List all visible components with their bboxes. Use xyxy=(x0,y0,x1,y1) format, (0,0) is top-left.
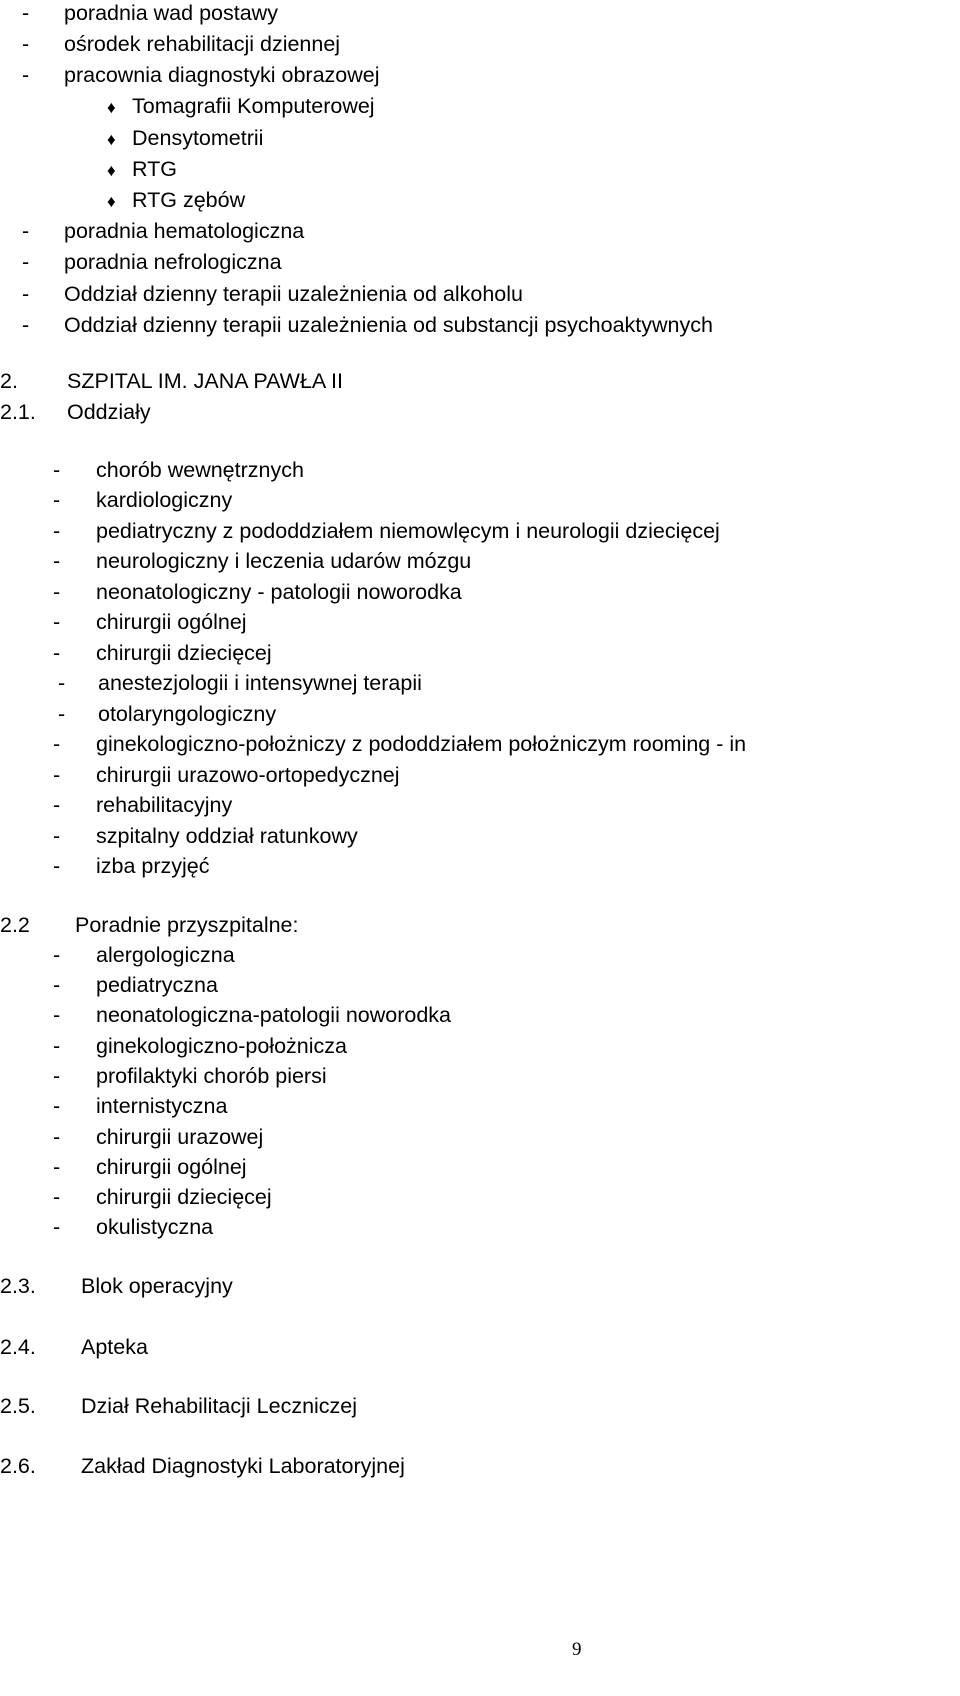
section-heading: Dział Rehabilitacji Leczniczej xyxy=(81,1394,358,1418)
list-bullet: - xyxy=(53,1034,61,1058)
list-bullet: - xyxy=(53,763,61,787)
sub-list-item: RTG zębów xyxy=(132,188,246,212)
list-item: kardiologiczny xyxy=(96,488,233,512)
list-item: neonatologiczna-patologii noworodka xyxy=(96,1003,452,1027)
list-bullet: - xyxy=(53,610,61,634)
list-item: profilaktyki chorób piersi xyxy=(96,1064,327,1088)
list-bullet: - xyxy=(22,63,30,87)
list-item: chirurgii ogólnej xyxy=(96,610,247,634)
list-bullet: - xyxy=(22,250,30,274)
list-bullet: - xyxy=(58,702,66,726)
list-bullet: - xyxy=(53,549,61,573)
list-bullet: - xyxy=(53,1064,61,1088)
list-item: poradnia nefrologiczna xyxy=(64,250,282,274)
list-item: poradnia hematologiczna xyxy=(64,219,305,243)
list-item: chorób wewnętrznych xyxy=(96,458,304,482)
section-heading: Zakład Diagnostyki Laboratoryjnej xyxy=(81,1454,405,1478)
list-item: ośrodek rehabilitacji dziennej xyxy=(64,32,341,56)
list-bullet: - xyxy=(22,32,30,56)
list-item: alergologiczna xyxy=(96,943,235,967)
section-number: 2.4. xyxy=(0,1335,36,1359)
section-number: 2.1. xyxy=(0,400,36,424)
page-number: 9 xyxy=(572,1639,582,1660)
list-bullet: - xyxy=(53,732,61,756)
section-number: 2.3. xyxy=(0,1274,36,1298)
list-item: anestezjologii i intensywnej terapii xyxy=(98,671,422,695)
list-item: chirurgii dziecięcej xyxy=(96,641,272,665)
list-item: szpitalny oddział ratunkowy xyxy=(96,824,358,848)
list-item: chirurgii urazowo-ortopedycznej xyxy=(96,763,400,787)
list-bullet: - xyxy=(22,1,30,25)
list-bullet: - xyxy=(53,793,61,817)
list-bullet: - xyxy=(53,641,61,665)
list-bullet: - xyxy=(53,973,61,997)
section-heading: Apteka xyxy=(81,1335,148,1359)
list-item: internistyczna xyxy=(96,1094,228,1118)
list-bullet: - xyxy=(53,580,61,604)
list-item: chirurgii ogólnej xyxy=(96,1155,247,1179)
list-bullet: - xyxy=(53,1125,61,1149)
diamond-bullet-icon: ♦ xyxy=(107,192,116,211)
list-bullet: - xyxy=(53,1003,61,1027)
list-item: neurologiczny i leczenia udarów mózgu xyxy=(96,549,472,573)
section-number: 2.6. xyxy=(0,1454,36,1478)
list-item: poradnia wad postawy xyxy=(64,1,278,25)
list-item: ginekologiczno-położnicza xyxy=(96,1034,347,1058)
section-heading: Poradnie przyszpitalne: xyxy=(75,913,299,937)
list-item: otolaryngologiczny xyxy=(98,702,277,726)
list-bullet: - xyxy=(22,313,30,337)
list-item: pediatryczny z pododdziałem niemowlęcym i neurologii dziecięcej xyxy=(96,519,720,543)
list-bullet: - xyxy=(53,943,61,967)
list-item: chirurgii dziecięcej xyxy=(96,1185,272,1209)
list-item: Oddział dzienny terapii uzależnienia od substancji psychoaktywnych xyxy=(64,313,713,337)
list-item: ginekologiczno-położniczy z pododdziałem położniczym rooming - in xyxy=(96,732,747,756)
list-item: izba przyjęć xyxy=(96,854,210,878)
list-bullet: - xyxy=(22,282,30,306)
list-bullet: - xyxy=(53,1215,61,1239)
section-number: 2. xyxy=(0,369,18,393)
sub-list-item: RTG xyxy=(132,157,177,181)
list-bullet: - xyxy=(53,519,61,543)
list-item: Oddział dzienny terapii uzależnienia od alkoholu xyxy=(64,282,523,306)
section-number: 2.5. xyxy=(0,1394,36,1418)
diamond-bullet-icon: ♦ xyxy=(107,130,116,149)
list-bullet: - xyxy=(53,458,61,482)
sub-list-item: Densytometrii xyxy=(132,126,264,150)
list-bullet: - xyxy=(53,1185,61,1209)
list-bullet: - xyxy=(53,1094,61,1118)
list-item: pediatryczna xyxy=(96,973,218,997)
list-bullet: - xyxy=(53,824,61,848)
section-number: 2.2 xyxy=(0,913,30,937)
list-item: neonatologiczny - patologii noworodka xyxy=(96,580,462,604)
list-bullet: - xyxy=(53,488,61,512)
list-item: pracownia diagnostyki obrazowej xyxy=(64,63,380,87)
list-bullet: - xyxy=(53,854,61,878)
list-bullet: - xyxy=(53,1155,61,1179)
section-heading: SZPITAL IM. JANA PAWŁA II xyxy=(67,369,343,393)
list-item: chirurgii urazowej xyxy=(96,1125,264,1149)
list-bullet: - xyxy=(58,671,66,695)
section-heading: Blok operacyjny xyxy=(81,1274,233,1298)
list-item: rehabilitacyjny xyxy=(96,793,233,817)
diamond-bullet-icon: ♦ xyxy=(107,98,116,117)
section-heading: Oddziały xyxy=(67,400,151,424)
list-bullet: - xyxy=(22,219,30,243)
sub-list-item: Tomagrafii Komputerowej xyxy=(132,94,375,118)
list-item: okulistyczna xyxy=(96,1215,214,1239)
diamond-bullet-icon: ♦ xyxy=(107,161,116,180)
